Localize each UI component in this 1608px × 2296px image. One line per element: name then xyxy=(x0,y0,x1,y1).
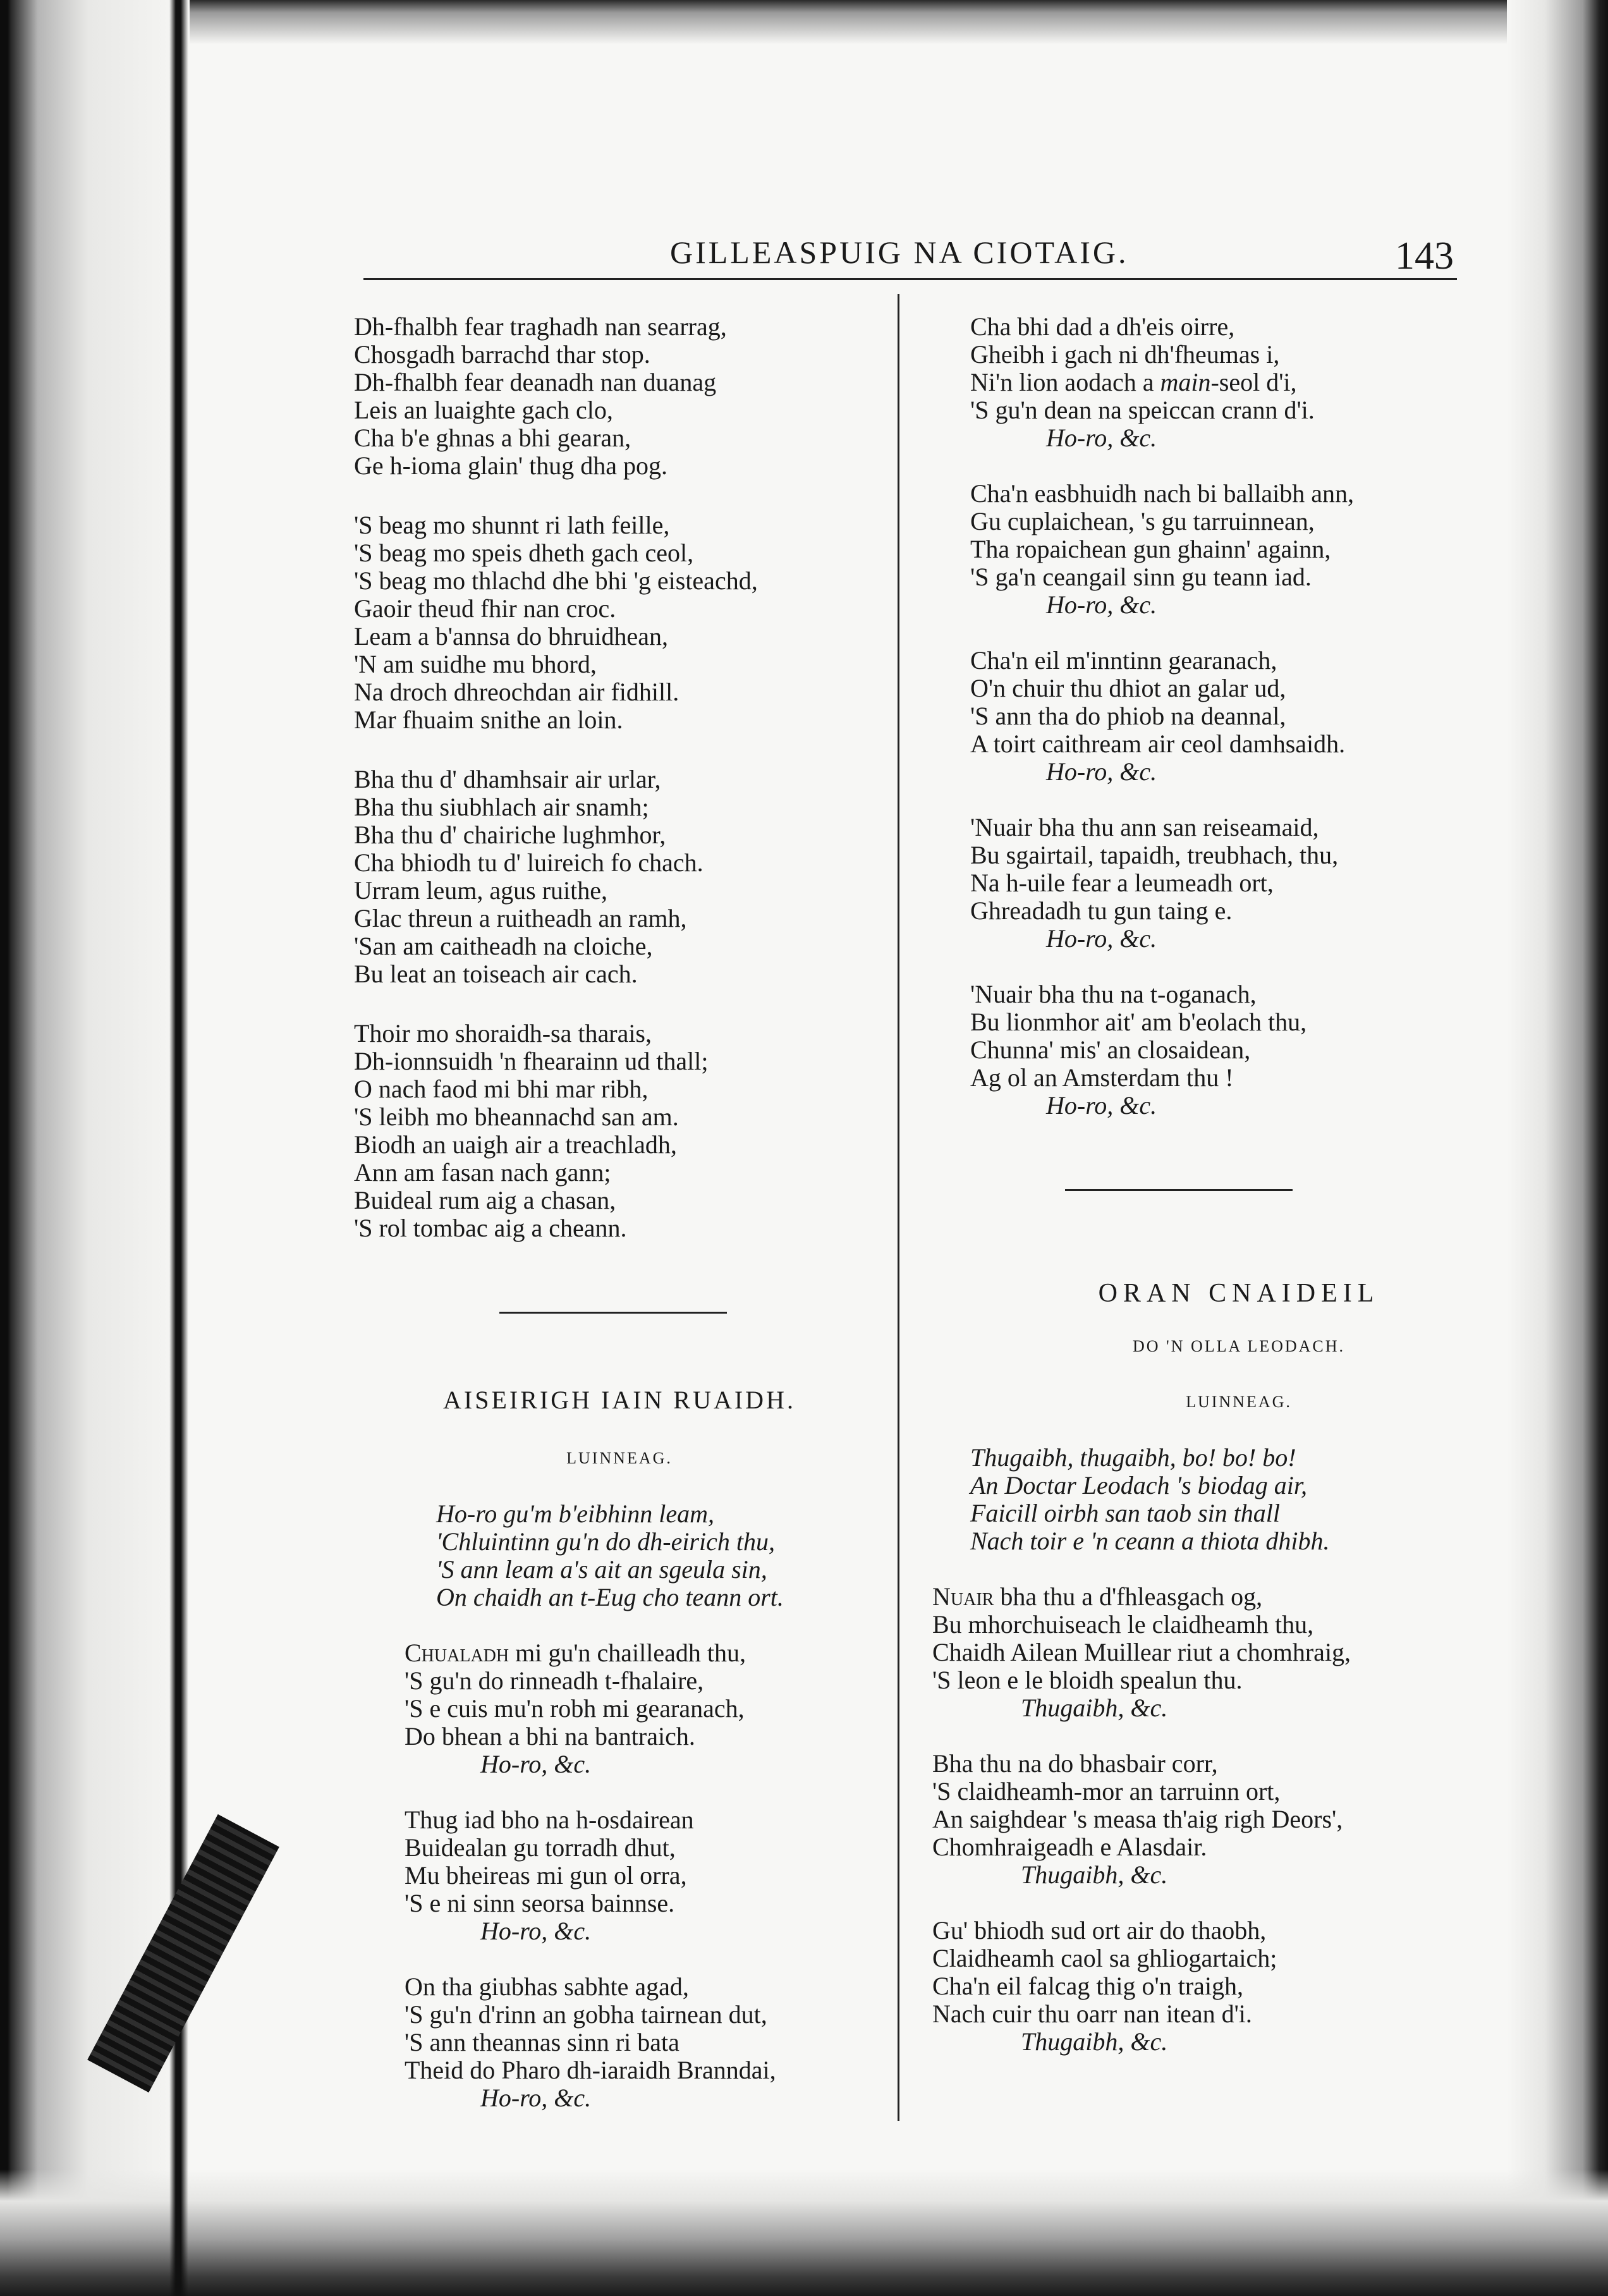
chorus-cue: Ho-ro, &c. xyxy=(1046,924,1157,953)
verse-line: Bha thu siubhlach air snamh; xyxy=(354,793,649,821)
verse-line: An saighdear 's measa th'aig righ Deors', xyxy=(932,1805,1343,1833)
refrain-line: Faicill oirbh san taob sin thall xyxy=(970,1499,1281,1527)
section-rule xyxy=(499,1312,727,1314)
left-column xyxy=(354,313,885,2112)
verse-line: Thoir mo shoraidh-sa tharais, xyxy=(354,1019,652,1047)
refrain-line: Nach toir e 'n ceann a thiota dhibh. xyxy=(970,1527,1330,1555)
verse-line: 'S rol tombac aig a cheann. xyxy=(354,1214,627,1242)
stanza xyxy=(932,1917,1508,2056)
verse-line: Chosgadh barrachd thar stop. xyxy=(354,340,650,369)
verse-line: Dh-fhalbh fear deanadh nan duanag xyxy=(354,368,717,396)
verse-line: Dh-fhalbh fear traghadh nan searrag, xyxy=(354,312,727,341)
verse-line: Theid do Pharo dh-iaraidh Branndai, xyxy=(405,2056,776,2084)
page-edge-right xyxy=(1507,0,1608,2296)
chorus-cue: Ho-ro, &c. xyxy=(1046,757,1157,786)
small-caps-lead: Chualadh xyxy=(405,1639,509,1667)
verse-line: Leam a b'annsa do bhruidhean, xyxy=(354,622,669,650)
verse-line: Ann am fasan nach gann; xyxy=(354,1158,611,1187)
chorus-cue: Ho-ro, &c. xyxy=(480,1750,592,1778)
verse-line: 'S e cuis mu'n robh mi gearanach, xyxy=(405,1694,745,1723)
verse-line: 'S beag mo speis dheth gach ceol, xyxy=(354,539,694,567)
verse-line: Thug iad bho na h-osdairean xyxy=(405,1805,694,1834)
refrain xyxy=(970,1444,1508,1555)
stanza xyxy=(932,1583,1508,1722)
verse-line-part: -seol d'i, xyxy=(1210,368,1297,396)
verse-line: Gu cuplaichean, 's gu tarruinnean, xyxy=(970,507,1315,535)
page-edge-top xyxy=(0,0,1608,44)
verse-line: Biodh an uaigh air a treachladh, xyxy=(354,1130,677,1159)
chorus-cue: Ho-ro, &c. xyxy=(1046,1091,1157,1120)
song-subtitle: LUINNEAG. xyxy=(1186,1393,1292,1411)
refrain xyxy=(354,1500,885,1611)
verse-line: 'S ann theannas sinn ri bata xyxy=(405,2028,679,2056)
verse-line xyxy=(405,1639,885,1667)
refrain-line: 'S ann leam a's ait an sgeula sin, xyxy=(436,1555,767,1584)
stanza xyxy=(970,647,1508,786)
chorus-cue: Ho-ro, &c. xyxy=(1046,424,1157,452)
verse-line: Bu sgairtail, tapaidh, treubhach, thu, xyxy=(970,841,1339,869)
verse-line: Mu bheireas mi gun ol orra, xyxy=(405,1861,687,1890)
refrain-line: On chaidh an t-Eug cho teann ort. xyxy=(436,1583,784,1611)
verse-line: 'Nuair bha thu na t-oganach, xyxy=(970,980,1257,1008)
refrain-line: 'Chluintinn gu'n do dh-eirich thu, xyxy=(436,1527,775,1556)
verse-line: 'S gu'n do rinneadh t-fhalaire, xyxy=(405,1666,704,1695)
stanza xyxy=(970,480,1508,619)
verse-line: Leis an luaighte gach clo, xyxy=(354,396,613,424)
stanza xyxy=(354,1806,885,1945)
verse-line: Cha'n eil falcag thig o'n traigh, xyxy=(932,1972,1244,2000)
verse-line: O'n chuir thu dhiot an galar ud, xyxy=(970,674,1286,702)
verse-line: A toirt caithream air ceol damhsaidh. xyxy=(970,730,1346,758)
stanza xyxy=(970,814,1508,953)
page-edge-bottom xyxy=(0,2170,1608,2296)
chorus-cue: Ho-ro, &c. xyxy=(1046,590,1157,619)
header-rule xyxy=(363,278,1457,280)
italic-word: main xyxy=(1160,368,1211,396)
verse-line: 'S gu'n dean na speiccan crann d'i. xyxy=(970,396,1315,424)
verse-line: On tha giubhas sabhte agad, xyxy=(405,1972,689,2001)
right-column xyxy=(932,312,1508,2056)
verse-line-rest: mi gu'n chailleadh thu, xyxy=(509,1639,746,1667)
chorus-cue: Ho-ro, &c. xyxy=(480,2084,592,2112)
verse-line: 'S ann tha do phiob na deannal, xyxy=(970,702,1286,730)
song-subtitle: LUINNEAG. xyxy=(566,1449,673,1467)
verse-line: Na h-uile fear a leumeadh ort, xyxy=(970,869,1274,897)
refrain-line: Thugaibh, thugaibh, bo! bo! bo! xyxy=(970,1443,1296,1472)
verse-line: 'N am suidhe mu bhord, xyxy=(354,650,597,678)
stanza xyxy=(354,1973,885,2112)
verse-line: Chunna' mis' an closaidean, xyxy=(970,1035,1251,1064)
section-rule xyxy=(1065,1189,1293,1191)
small-caps-lead: Nuair xyxy=(932,1582,994,1611)
verse-line: Bha thu na do bhasbair corr, xyxy=(932,1749,1218,1778)
verse-line: Bu mhorchuiseach le claidheamh thu, xyxy=(932,1610,1314,1639)
stanza xyxy=(354,766,885,988)
verse-line: Bha thu d' chairiche lughmhor, xyxy=(354,821,666,849)
refrain-line: Ho-ro gu'm b'eibhinn leam, xyxy=(436,1499,715,1528)
song-dedication: DO 'N OLLA LEODACH. xyxy=(1132,1337,1346,1355)
verse-line: 'S beag mo thlachd dhe bhi 'g eisteachd, xyxy=(354,566,758,595)
verse-line: 'S leibh mo bheannachd san am. xyxy=(354,1102,679,1131)
stanza xyxy=(354,511,885,734)
verse-line: Do bhean a bhi na bantraich. xyxy=(405,1722,695,1750)
verse-line: 'S e ni sinn seorsa bainnse. xyxy=(405,1889,675,1917)
verse-line: Chomhraigeadh e Alasdair. xyxy=(932,1833,1207,1861)
chorus-cue: Thugaibh, &c. xyxy=(1021,1860,1168,1889)
verse-line: Bu lionmhor ait' am b'eolach thu, xyxy=(970,1008,1307,1036)
verse-line: Cha'n eil m'inntinn gearanach, xyxy=(970,646,1277,675)
verse-line: Ag ol an Amsterdam thu ! xyxy=(970,1063,1234,1092)
verse-line: 'S beag mo shunnt ri lath feille, xyxy=(354,511,670,539)
page-number: 143 xyxy=(1395,235,1454,278)
verse-line: Cha bhi dad a dh'eis oirre, xyxy=(970,312,1235,341)
verse-line: 'S gu'n d'rinn an gobha tairnean dut, xyxy=(405,2000,767,2029)
verse-line: Gu' bhiodh sud ort air do thaobh, xyxy=(932,1916,1267,1945)
verse-line: Bu leat an toiseach air cach. xyxy=(354,960,638,988)
verse-line: Chaidh Ailean Muillear riut a chomhraig, xyxy=(932,1638,1351,1666)
column-divider xyxy=(898,294,899,2121)
verse-line-rest: bha thu a d'fhleasgach og, xyxy=(994,1582,1263,1611)
verse-line: Na droch dhreochdan air fidhill. xyxy=(354,678,679,706)
verse-line-part: Ni'n lion aodach a xyxy=(970,368,1160,396)
stanza xyxy=(932,1750,1508,1889)
verse-line: 'S ga'n ceangail sinn gu teann iad. xyxy=(970,563,1312,591)
chorus-cue: Thugaibh, &c. xyxy=(1021,2027,1168,2056)
verse-line: Ge h-ioma glain' thug dha pog. xyxy=(354,451,667,480)
verse-line: O nach faod mi bhi mar ribh, xyxy=(354,1075,649,1103)
stanza xyxy=(970,980,1508,1120)
verse-line: Nach cuir thu oarr nan itean d'i. xyxy=(932,2000,1252,2028)
verse-line: Buideal rum aig a chasan, xyxy=(354,1186,616,1214)
song-title: ORAN CNAIDEIL xyxy=(1098,1279,1380,1308)
verse-line: Buidealan gu torradh dhut, xyxy=(405,1833,676,1862)
verse-line: 'San am caitheadh na cloiche, xyxy=(354,932,653,960)
verse-line: 'Nuair bha thu ann san reiseamaid, xyxy=(970,813,1319,841)
verse-line xyxy=(932,1583,1508,1611)
verse-line: Cha bhiodh tu d' luireich fo chach. xyxy=(354,848,704,877)
page-header xyxy=(354,234,1454,291)
song-title: AISEIRIGH IAIN RUAIDH. xyxy=(443,1386,796,1414)
verse-line: Cha b'e ghnas a bhi gearan, xyxy=(354,424,631,452)
verse-line: Ghreadadh tu gun taing e. xyxy=(970,896,1233,925)
verse-line: 'S leon e le bloidh spealun thu. xyxy=(932,1666,1243,1694)
chorus-cue: Ho-ro, &c. xyxy=(480,1917,592,1945)
stanza xyxy=(970,313,1508,452)
running-head: GILLEASPUIG NA CIOTAIG. xyxy=(670,235,1129,270)
verse-line: Mar fhuaim snithe an loin. xyxy=(354,705,623,734)
verse-line: Gaoir theud fhir nan croc. xyxy=(354,594,616,623)
verse-line: Bha thu d' dhamhsair air urlar, xyxy=(354,765,661,793)
verse-line: 'S claidheamh-mor an tarruinn ort, xyxy=(932,1777,1281,1805)
verse-line: Gheibh i gach ni dh'fheumas i, xyxy=(970,340,1280,369)
stanza xyxy=(354,1020,885,1242)
verse-line: Tha ropaichean gun ghainn' againn, xyxy=(970,535,1331,563)
verse-line: Glac threun a ruitheadh an ramh, xyxy=(354,904,687,932)
stanza xyxy=(354,1639,885,1778)
verse-line: Cha'n easbhuidh nach bi ballaibh ann, xyxy=(970,479,1355,508)
verse-line: Urram leum, agus ruithe, xyxy=(354,876,607,905)
verse-line: Claidheamh caol sa ghliogartaich; xyxy=(932,1944,1277,1972)
stanza xyxy=(354,313,885,480)
verse-line xyxy=(970,369,1508,396)
refrain-line: An Doctar Leodach 's biodag air, xyxy=(970,1471,1307,1499)
verse-line: Dh-ionnsuidh 'n fhearainn ud thall; xyxy=(354,1047,709,1075)
chorus-cue: Thugaibh, &c. xyxy=(1021,1694,1168,1722)
